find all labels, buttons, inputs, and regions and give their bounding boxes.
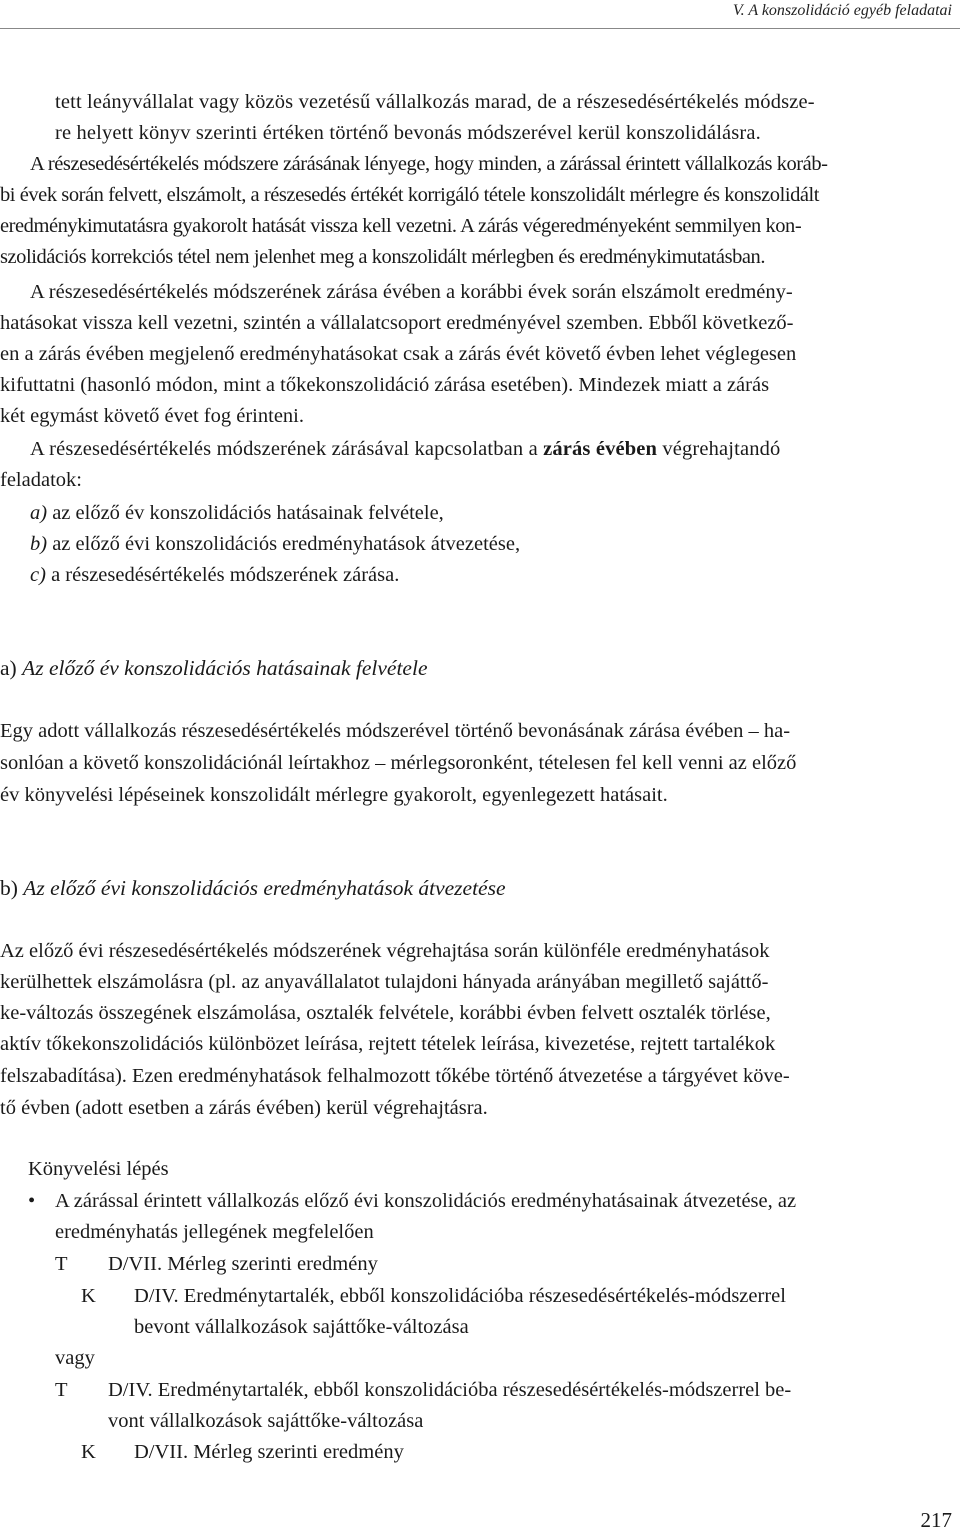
bookkeeping-bullet-line-1: A zárással érintett vállalkozás előző évi konszolidációs eredményhatásainak átvezetése, az [55,1190,797,1212]
paragraph-2-line-4: szolidációs korrekciós tétel nem jelenhet meg a konszolidált mérlegben és eredménykimutatásban. [0,246,766,268]
running-header: V. A konszolidáció egyéb feladatai [732,2,952,19]
paragraph-4-text-after: végrehajtandó [657,438,781,460]
entry-2-credit-marker: K [81,1441,96,1463]
section-b-line-3: ke-változás összegének elszámolása, osztalék felvétele, korábbi évben felvett osztalék törlése, [0,1002,771,1024]
entry-1-credit-account-line-2: bevont vállalkozások sajáttőke-változása [134,1316,469,1338]
paragraph-3-line-3: en a zárás évében megjelenő eredményhatásokat csak a zárás évét követő évben lehet véglegesen [0,343,797,365]
paragraph-4-emphasis: zárás évében [543,438,658,460]
section-a-line-3: év könyvelési lépéseinek konszolidált mérlegre gyakorolt, egyenlegezett hatásait. [0,784,668,806]
paragraph-4-line-1 [30,433,780,465]
section-a-line-1: Egy adott vállalkozás részesedésértékelés módszerével történő bevonásának zárása évében – ha- [0,720,791,742]
task-list-marker: c) [30,564,46,586]
section-b-line-4: aktív tőkekonszolidációs különbözet leírása, rejtett tételek leírása, kivezetése, rejtett tartalékok [0,1033,776,1055]
entry-2-credit-account: D/VII. Mérleg szerinti eredmény [134,1441,404,1463]
bullet-icon: • [28,1190,36,1212]
or-label: vagy [55,1347,95,1369]
page-number: 217 [920,1508,952,1532]
section-b-line-5: felszabadítása). Ezen eredményhatások felhalmozott tőkébe történő átvezetése a tárgyévet köve- [0,1065,790,1087]
paragraph-3-line-1: A részesedésértékelés módszerének zárása évében a korábbi évek során elszámolt eredmény- [30,281,793,303]
task-list-item-b [30,528,520,560]
header-divider [0,28,960,29]
bookkeeping-heading: Könyvelési lépés [28,1158,169,1180]
paragraph-2-line-3: eredménykimutatásra gyakorolt hatását vissza kell vezetni. A zárás végeredményeként semmilyen kon- [0,215,802,237]
bookkeeping-bullet-line-2: eredményhatás jellegének megfelelően [55,1221,374,1243]
section-a-title: Az előző év konszolidációs hatásainak felvétele [22,656,428,680]
section-a-heading [0,652,428,684]
paragraph-2-line-2: bi évek során felvett, elszámolt, a részesedés értékét korrigáló tétele konszolidált mérlegre és konszolidált [0,184,820,206]
entry-2-debit-account-line-2: vont vállalkozások sajáttőke-változása [108,1410,424,1432]
section-b-prefix: b) [0,876,24,900]
task-list-item-a [30,497,444,529]
task-list-text: az előző év konszolidációs hatásainak felvétele, [47,502,444,524]
paragraph-2-line-1: A részesedésértékelés módszere zárásának lényege, hogy minden, a zárással érintett vállalkozás koráb- [30,153,828,175]
entry-2-debit-account-line-1: D/IV. Eredménytartalék, ebből konszolidációba részesedésértékelés-módszerrel be- [108,1379,792,1401]
paragraph-3-line-5: két egymást követő évet fog érinteni. [0,405,304,427]
paragraph-3-line-4: kifuttatni (hasonló módon, mint a tőkekonszolidáció zárása esetében). Mindezek miatt a zárás [0,374,770,396]
section-b-line-2: kerülhettek elszámolásra (pl. az anyavállalatot tulajdoni hányada arányában megillető sajáttő- [0,971,769,993]
paragraph-4-line-2: feladatok: [0,469,82,491]
task-list-item-c [30,559,399,591]
section-b-heading [0,872,506,904]
entry-1-credit-account-line-1: D/IV. Eredménytartalék, ebből konszolidációba részesedésértékelés-módszerrel [134,1285,786,1307]
task-list-marker: b) [30,533,48,555]
section-a-line-2: sonlóan a követő konszolidációnál leírtakhoz – mérlegsoronként, tételesen fel kell venni az előző [0,752,797,774]
paragraph-1-line-1: tett leányvállalat vagy közös vezetésű vállalkozás marad, de a részesedésértékelés módsze- [55,91,815,113]
section-b-line-6: tő évben (adott esetben a zárás évében) kerül végrehajtásra. [0,1097,488,1119]
entry-1-credit-marker: K [81,1285,96,1307]
entry-1-debit-account: D/VII. Mérleg szerinti eredmény [108,1253,378,1275]
entry-2-debit-marker: T [55,1379,68,1401]
section-b-line-1: Az előző évi részesedésértékelés módszerének végrehajtása során különféle eredményhatások [0,940,770,962]
task-list-marker: a) [30,502,48,524]
task-list-text: a részesedésértékelés módszerének zárása. [45,564,400,586]
section-a-prefix: a) [0,656,23,680]
paragraph-1-line-2: re helyett könyv szerinti értéken történő bevonás módszerével kerül konszolidálásra. [55,122,761,144]
section-b-title: Az előző évi konszolidációs eredményhatások átvezetése [23,876,506,900]
paragraph-3-line-2: hatásokat vissza kell vezetni, szintén a vállalatcsoport eredményével szemben. Ebből következő- [0,312,794,334]
task-list-text: az előző évi konszolidációs eredményhatások átvezetése, [47,533,521,555]
entry-1-debit-marker: T [55,1253,68,1275]
paragraph-4-text-before: A részesedésértékelés módszerének zárásával kapcsolatban a [30,438,544,460]
